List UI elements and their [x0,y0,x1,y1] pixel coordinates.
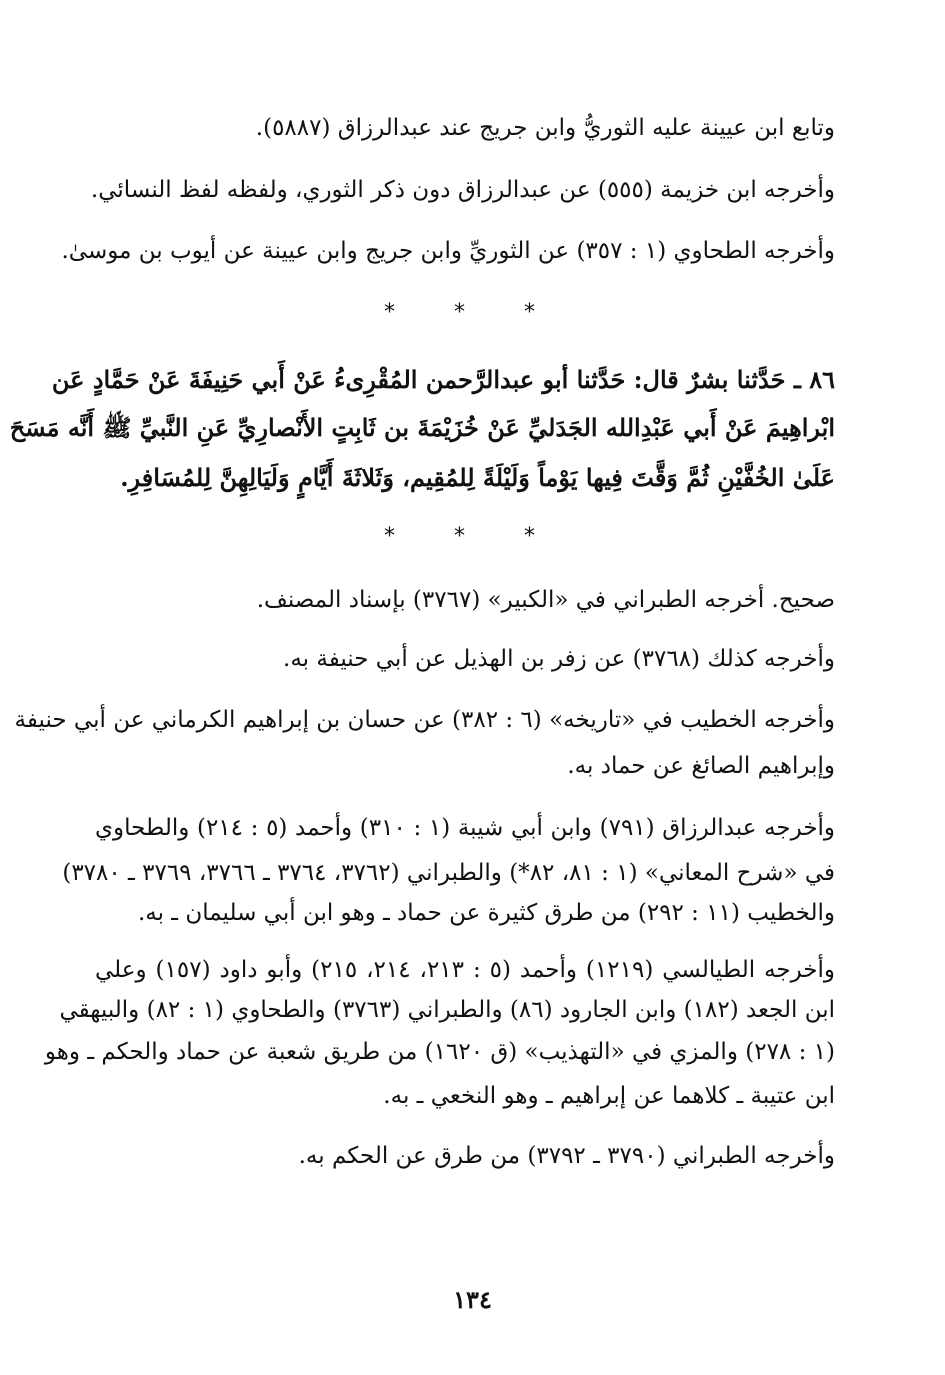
note-line: وأخرجه عبدالرزاق (٧٩١) وابن أبي شيبة (١ : ٣١٠) وأحمد (٥ : ٢١٤) والطحاوي [95,815,836,841]
note-line: في «شرح المعاني» (١ : ٨١، ٨٢*) والطبراني (٣٧٦٢، ٣٧٦٤ ـ ٣٧٦٦، ٣٧٦٩ ـ ٣٧٨٠) [62,860,835,886]
note-line: وأخرجه الطيالسي (١٢١٩) وأحمد (٥ : ٢١٣، ٢١٤، ٢١٥) وأبو داود (١٥٧) وعلي [95,957,836,983]
section-separator: * * * [384,300,561,325]
note-line: ابن عتيبة ـ كلاهما عن إبراهيم ـ وهو النخعي ـ به. [383,1083,835,1109]
hadith-line: ابْراهِيمَ عَنْ أَبي عَبْدِالله الجَدَليِّ عَنْ خُزَيْمَةَ بن ثَابِتٍ الأَنْصارِيِّ عَنِ النَّبيِّ ﷺ أَنَّه مَسَحَ [9,413,835,442]
note-line: والخطيب (١١ : ٢٩٢) من طرق كثيرة عن حماد ـ وهو ابن أبي سليمان ـ به. [137,900,835,926]
note-line: وأخرجه الطبراني (٣٧٩٠ ـ ٣٧٩٢) من طرق عن الحكم به. [298,1143,835,1169]
text-line: وأخرجه الطحاوي (١ : ٣٥٧) عن الثوريِّ وابن جريج وابن عيينة عن أيوب بن موسىٰ. [61,238,835,264]
note-line: (١ : ٢٧٨) والمزي في «التهذيب» (ق ١٦٢٠) من طريق شعبة عن حماد والحكم ـ وهو [44,1039,835,1065]
note-line: صحيح. أخرجه الطبراني في «الكبير» (٣٧٦٧) بإسناد المصنف. [256,587,835,613]
hadith-line: عَلَىٰ الخُفَّيْنِ ثُمَّ وَقَّتَ فِيها يَوْماً وَلَيْلَةً لِلمُقِيم، وَثَلاثَةَ أَيَّامٍ وَلَيَالِهِنَّ لِلمُسَافِرِ. [120,463,835,492]
note-line: وأخرجه كذلك (٣٧٦٨) عن زفر بن الهذيل عن أبي حنيفة به. [283,646,835,672]
text-line: وأخرجه ابن خزيمة (٥٥٥) عن عبدالرزاق دون ذكر الثوري، ولفظه لفظ النسائي. [90,177,835,203]
section-separator: * * * [384,524,561,549]
text-line: وتابع ابن عيينة عليه الثوريُّ وابن جريج عند عبدالرزاق (٥٨٨٧). [255,115,835,141]
page-number: ١٣٤ [453,1285,492,1314]
note-line: وإبراهيم الصائغ عن حماد به. [567,753,835,779]
note-line: ابن الجعد (١٨٢) وابن الجارود (٨٦) والطبراني (٣٧٦٣) والطحاوي (١ : ٨٢) والبيهقي [59,997,835,1023]
note-line: وأخرجه الخطيب في «تاريخه» (٦ : ٣٨٢) عن حسان بن إبراهيم الكرماني عن أبي حنيفة [14,707,835,733]
hadith-line: ٨٦ ـ حَدَّثنا بشرٌ قال: حَدَّثنا أبو عبدالرَّحمن المُقْرِىءُ عَنْ أَبي حَنِيفَةَ عَنْ حَمَّادٍ عَن [51,365,835,394]
